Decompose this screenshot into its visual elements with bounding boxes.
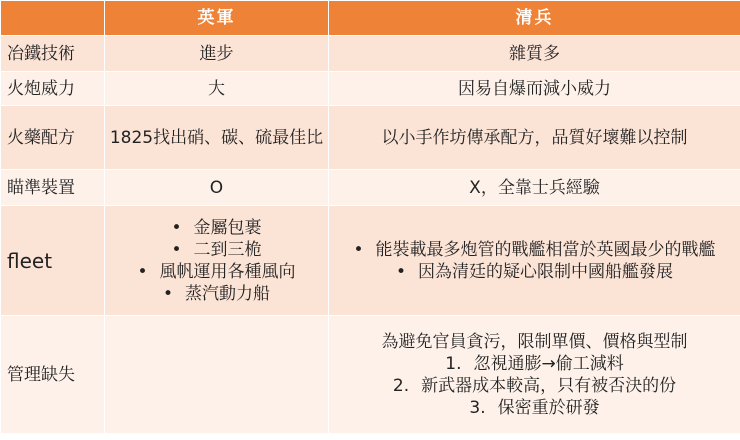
row-label: 火炮威力 bbox=[1, 72, 105, 106]
header-qing: 清兵 bbox=[329, 1, 740, 36]
table-row bbox=[1, 170, 740, 206]
list-item: • 蒸汽動力船 bbox=[109, 283, 324, 305]
british-fleet-list bbox=[109, 217, 324, 305]
list-item: • 金屬包裹 bbox=[109, 217, 324, 239]
qing-cell bbox=[329, 316, 740, 434]
list-text: 保密重於研發 bbox=[497, 397, 600, 418]
table-row bbox=[1, 106, 740, 170]
qing-numbered-list bbox=[333, 353, 736, 419]
list-item bbox=[333, 353, 736, 375]
list-number: 1. bbox=[445, 353, 462, 374]
qing-intro: 為避免官員貪污，限制單價、價格與型制 bbox=[381, 331, 688, 352]
list-item: • 風帆運用各種風向 bbox=[109, 261, 324, 283]
qing-cell: 以小手作坊傳承配方，品質好壞難以控制 bbox=[329, 106, 740, 170]
qing-cell: 雜質多 bbox=[329, 36, 740, 72]
header-row bbox=[1, 1, 740, 36]
british-cell: O bbox=[105, 170, 329, 206]
list-text: 忽視通膨→偷工減料 bbox=[473, 353, 624, 374]
table-row bbox=[1, 206, 740, 316]
list-text: 新武器成本較高，只有被否決的份 bbox=[421, 375, 677, 396]
row-label: 瞄準裝置 bbox=[1, 170, 105, 206]
british-cell bbox=[105, 206, 329, 316]
list-number: 2. bbox=[392, 375, 410, 396]
qing-cell bbox=[329, 206, 740, 316]
header-corner-cell bbox=[1, 1, 105, 36]
table-row bbox=[1, 36, 740, 72]
list-item: • 能裝載最多炮管的戰艦相當於英國最少的戰艦 bbox=[333, 239, 736, 261]
row-label: 管理缺失 bbox=[1, 316, 105, 434]
header-british: 英軍 bbox=[105, 1, 329, 36]
british-cell: 進步 bbox=[105, 36, 329, 72]
table-row bbox=[1, 72, 740, 106]
row-label: 火藥配方 bbox=[1, 106, 105, 170]
british-cell: 大 bbox=[105, 72, 329, 106]
row-label: 冶鐵技術 bbox=[1, 36, 105, 72]
list-number: 3. bbox=[469, 397, 486, 418]
qing-cell: X，全靠士兵經驗 bbox=[329, 170, 740, 206]
list-item bbox=[333, 397, 736, 419]
qing-fleet-list bbox=[333, 239, 736, 283]
row-label: fleet bbox=[1, 206, 105, 316]
british-cell bbox=[105, 316, 329, 434]
table-row bbox=[1, 316, 740, 434]
list-item: • 因為清廷的疑心限制中國船艦發展 bbox=[333, 261, 736, 283]
list-item bbox=[333, 375, 736, 397]
list-item: • 二到三桅 bbox=[109, 239, 324, 261]
british-cell: 1825找出硝、碳、硫最佳比 bbox=[105, 106, 329, 170]
qing-cell: 因易自爆而減小威力 bbox=[329, 72, 740, 106]
